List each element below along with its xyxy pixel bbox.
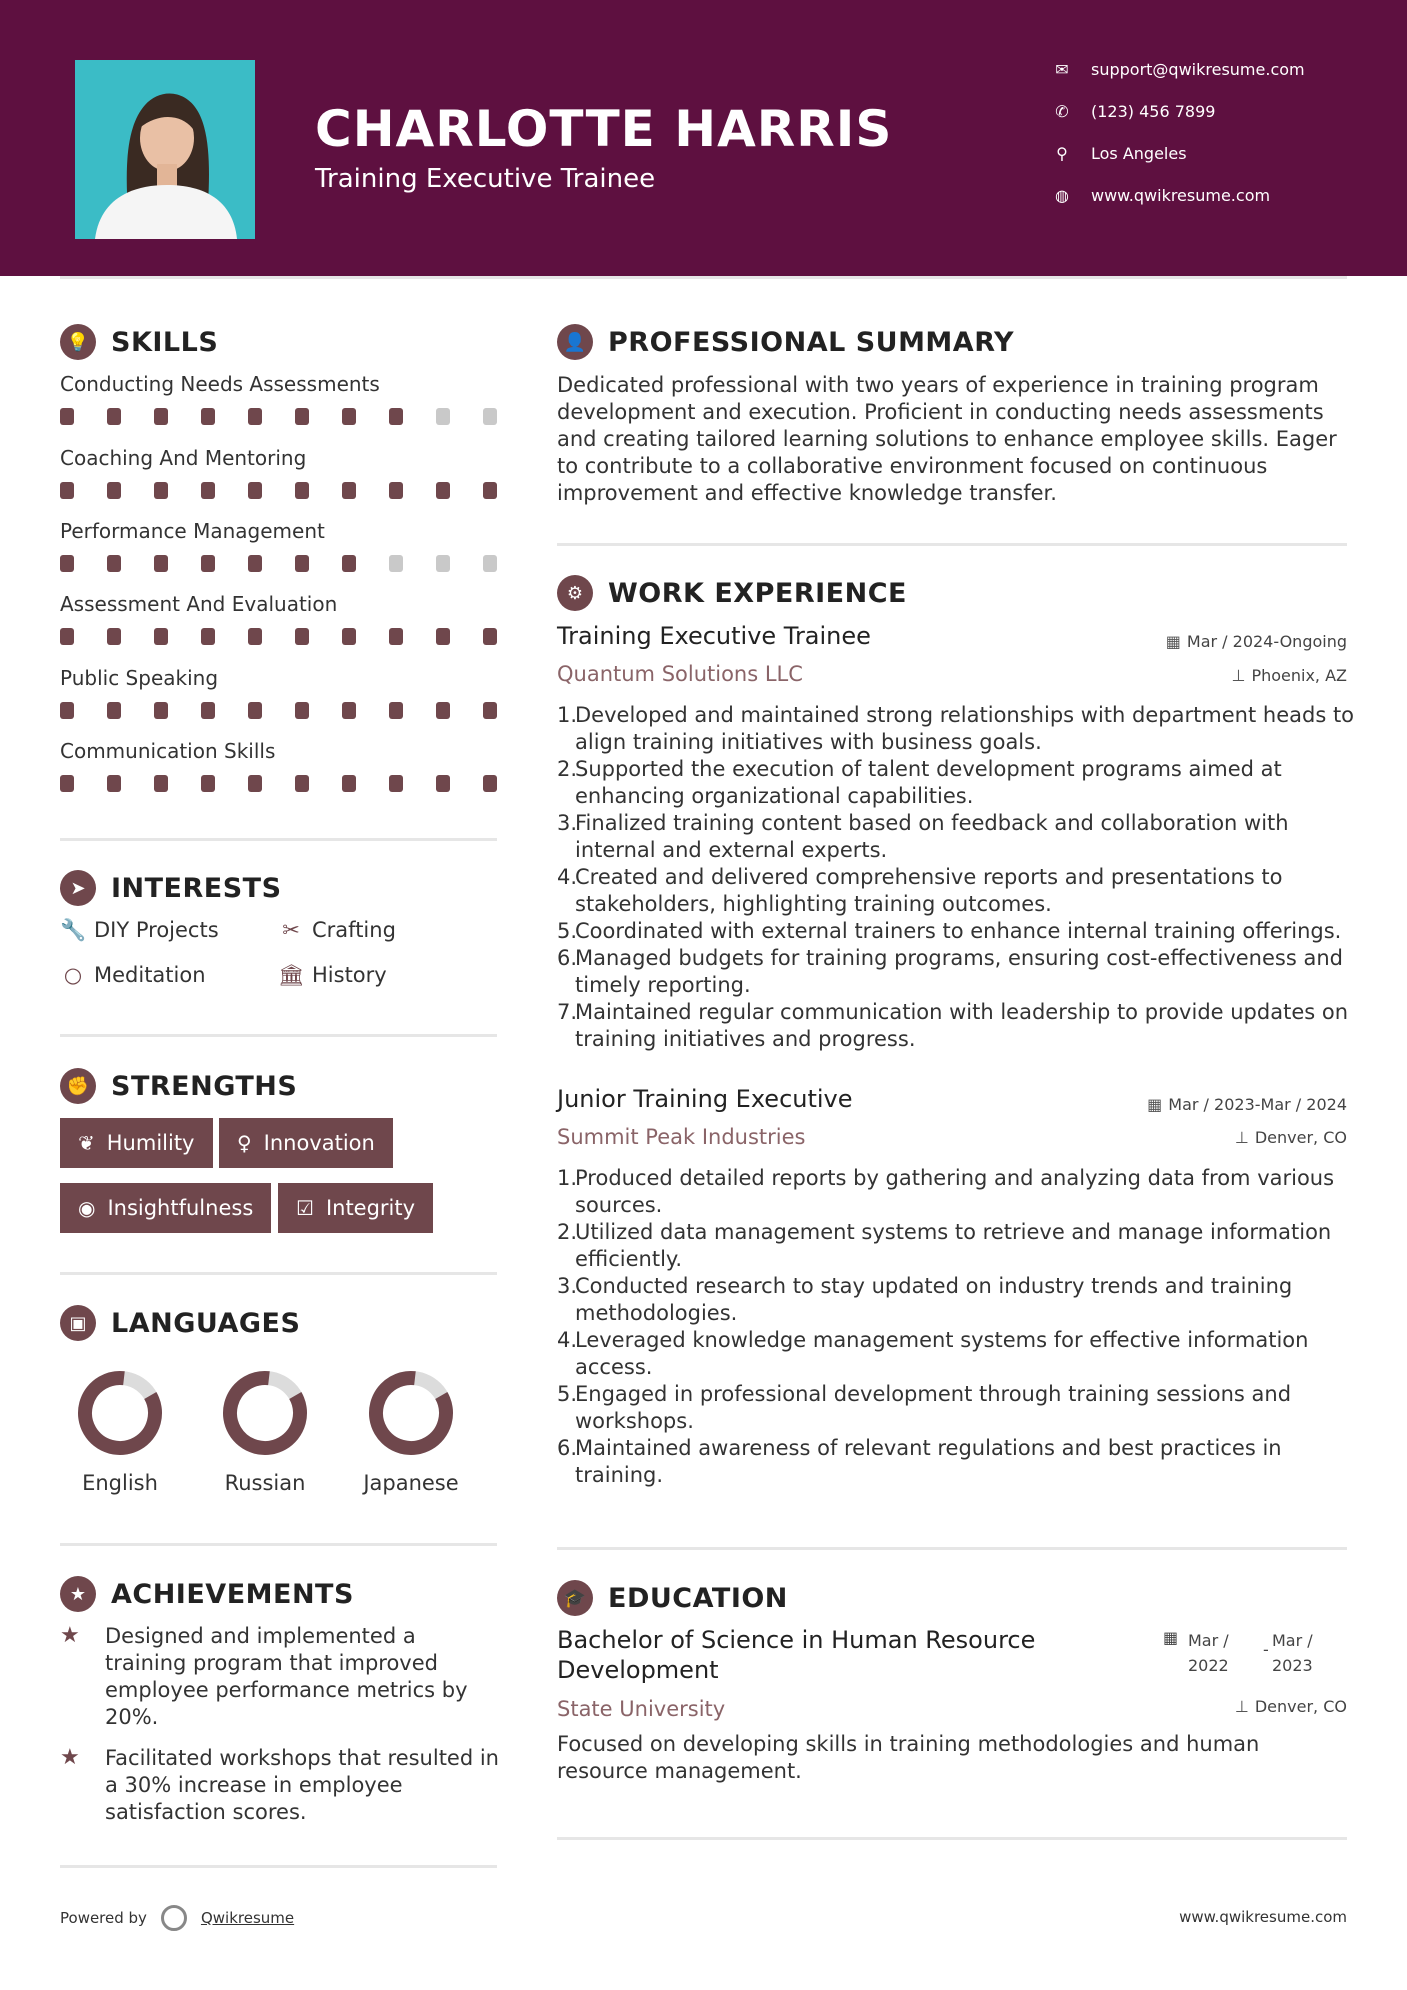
rating-dot-filled [248, 628, 262, 645]
paper-plane-icon: ➤ [60, 870, 96, 906]
contact-location: ⚲ Los Angeles [1053, 144, 1187, 163]
skill-name: Assessment And Evaluation [60, 592, 338, 616]
skill-name: Communication Skills [60, 739, 276, 763]
language-rings [60, 1358, 500, 1468]
bullet-item: Finalized training content based on feedback and collaboration with internal and external experts. [575, 811, 1289, 862]
interest-item: ○ Meditation [60, 963, 206, 987]
strength-tag: ♀ Innovation [219, 1118, 393, 1168]
skill-rating [60, 482, 497, 499]
rating-dot-filled [436, 702, 450, 719]
rating-dot-filled [107, 702, 121, 719]
contact-website[interactable]: ◍ www.qwikresume.com [1053, 186, 1270, 205]
interests-heading: ➤ INTERESTS [60, 870, 282, 906]
job-dates: ▦ Mar / 2023-Mar / 2024 [1147, 1095, 1347, 1114]
museum-icon: 🏛 [278, 963, 305, 987]
bullet-item: Managed budgets for training programs, ensuring cost-effectiveness and timely reporting. [575, 946, 1343, 997]
pushpin-icon: ⊥ [1234, 1697, 1249, 1716]
section-divider [557, 1837, 1347, 1840]
rating-dot-filled [60, 408, 74, 425]
rating-dot-filled [248, 408, 262, 425]
rating-dot-filled [295, 702, 309, 719]
rating-dot-filled [107, 482, 121, 499]
footer-website[interactable]: www.qwikresume.com [1179, 1908, 1347, 1926]
rating-dot-filled [154, 555, 168, 572]
rating-dot-filled [107, 628, 121, 645]
experience-heading: ⚙ WORK EXPERIENCE [557, 575, 907, 611]
section-divider [60, 1865, 497, 1868]
bullet-item: Maintained awareness of relevant regulations and best practices in training. [575, 1436, 1282, 1487]
rating-dot-filled [342, 408, 356, 425]
rating-dot-filled [389, 628, 403, 645]
rating-dot-filled [154, 628, 168, 645]
skill-name: Conducting Needs Assessments [60, 372, 380, 396]
achievements-heading: ★ ACHIEVEMENTS [60, 1576, 354, 1612]
rating-dot-filled [295, 555, 309, 572]
date-separator: - [1263, 1640, 1269, 1659]
leaf-icon: ❦ [78, 1131, 95, 1155]
job-location: ⊥ Phoenix, AZ [1231, 666, 1347, 685]
section-divider [60, 1034, 497, 1037]
job-location: ⊥ Denver, CO [1234, 1128, 1347, 1147]
lightbulb-icon: 💡 [60, 324, 96, 360]
rating-dot-filled [295, 628, 309, 645]
rating-dot-filled [436, 628, 450, 645]
qwikresume-link[interactable]: Qwikresume [200, 1909, 295, 1927]
check-square-icon: ☑ [296, 1196, 314, 1220]
candidate-name: CHARLOTTE HARRIS [315, 100, 893, 158]
education-heading: 🎓 EDUCATION [557, 1580, 788, 1616]
language-label: English [82, 1471, 158, 1495]
rating-dot-filled [389, 482, 403, 499]
pushpin-icon: ⊥ [1234, 1128, 1249, 1147]
envelope-icon: ✉ [1055, 60, 1069, 79]
language-ring [217, 1365, 313, 1461]
skill-rating [60, 555, 497, 572]
education-description: Focused on developing skills in training methodologies and human resource management. [557, 1732, 1260, 1783]
education-location: ⊥ Denver, CO [1234, 1697, 1347, 1716]
company-name: Summit Peak Industries [557, 1125, 806, 1149]
job-bullets [557, 702, 1365, 1053]
rating-dot-filled [483, 628, 497, 645]
school-name: State University [557, 1697, 726, 1721]
job-title: Junior Training Executive [557, 1085, 853, 1113]
language-ring-fill [72, 1365, 168, 1461]
rating-dot-filled [201, 628, 215, 645]
rating-dot-filled [483, 482, 497, 499]
language-label: Japanese [363, 1471, 459, 1495]
rating-dot-filled [389, 408, 403, 425]
lightbulb-icon: ♀ [237, 1131, 252, 1155]
rating-dot-filled [389, 702, 403, 719]
qwikresume-logo-icon [161, 1905, 187, 1931]
bullet-item: Utilized data management systems to retrieve and manage information efficiently. [575, 1220, 1332, 1271]
rating-dot-filled [483, 775, 497, 792]
eye-icon: ◉ [78, 1196, 96, 1220]
rating-dot-empty [436, 408, 450, 425]
skill-name: Public Speaking [60, 666, 219, 690]
skill-rating [60, 702, 497, 719]
bullet-item: Developed and maintained strong relationships with department heads to align training initiatives with business goals. [575, 703, 1355, 754]
calendar-icon: ▦ [1165, 632, 1181, 651]
rating-dot-filled [295, 775, 309, 792]
skill-name: Performance Management [60, 519, 325, 543]
section-divider [60, 1543, 497, 1546]
rating-dot-filled [201, 482, 215, 499]
wrench-icon: 🔧 [60, 918, 87, 942]
bullet-item: Leveraged knowledge management systems for effective information access. [575, 1328, 1309, 1379]
rating-dot-filled [342, 482, 356, 499]
bullet-item: Conducted research to stay updated on industry trends and training methodologies. [575, 1274, 1293, 1325]
scissors-icon: ✂ [282, 918, 300, 942]
rating-dot-filled [295, 408, 309, 425]
rating-dot-filled [342, 702, 356, 719]
rating-dot-filled [154, 775, 168, 792]
bullet-item: Engaged in professional development through training sessions and workshops. [575, 1382, 1292, 1433]
job-dates: ▦ Mar / 2024-Ongoing [1165, 632, 1347, 651]
star-badge-icon: ★ [60, 1576, 96, 1612]
rating-dot-filled [248, 775, 262, 792]
rating-dot-filled [342, 775, 356, 792]
contact-email[interactable]: ✉ support@qwikresume.com [1053, 60, 1305, 79]
pushpin-icon: ⊥ [1231, 666, 1246, 685]
rating-dot-filled [248, 555, 262, 572]
star-icon: ★ [60, 1745, 80, 1770]
summary-text: Dedicated professional with two years of experience in training program development and execution. Proficient in conducting needs assessments and creating tailored learning solutions to enhance employee skills. Eager to contribute to a collaborative environment focused on continuous improvement and effective knowledge transfer. [557, 373, 1337, 505]
rating-dot-filled [201, 702, 215, 719]
language-card-icon: ▣ [60, 1305, 96, 1341]
interest-item: 🔧 DIY Projects [60, 918, 219, 942]
rating-dot-filled [154, 482, 168, 499]
skill-name: Coaching And Mentoring [60, 446, 307, 470]
language-ring-fill [363, 1365, 459, 1461]
rating-dot-empty [436, 555, 450, 572]
section-divider [60, 838, 497, 841]
bullet-item: Maintained regular communication with leadership to provide updates on training initiatives and progress. [575, 1000, 1349, 1051]
rating-dot-filled [201, 775, 215, 792]
skill-rating [60, 628, 497, 645]
resume-header [0, 0, 1407, 276]
bullet-item: Coordinated with external trainers to enhance internal training offerings. [575, 919, 1342, 943]
header-divider [60, 276, 1347, 279]
strength-tag: ☑ Integrity [278, 1183, 433, 1233]
languages-heading: ▣ LANGUAGES [60, 1305, 300, 1341]
language-label: Russian [224, 1471, 306, 1495]
rating-dot-filled [342, 555, 356, 572]
profile-photo [75, 60, 255, 239]
job-title: Training Executive Trainee [557, 622, 871, 650]
rating-dot-filled [107, 408, 121, 425]
rating-dot-filled [201, 555, 215, 572]
section-divider [60, 1272, 497, 1275]
language-ring-fill [217, 1365, 313, 1461]
degree-title: Bachelor of Science in Human Resource Development [557, 1626, 1036, 1684]
section-divider [557, 543, 1347, 546]
strengths-heading: ✊ STRENGTHS [60, 1068, 297, 1104]
language-ring [72, 1365, 168, 1461]
bullet-item: Created and delivered comprehensive reports and presentations to stakeholders, highlighting training outcomes. [575, 865, 1283, 916]
office-chair-icon: ⚙ [557, 575, 593, 611]
footer-powered-by: Powered by Qwikresume [60, 1905, 294, 1931]
bullet-item: Supported the execution of talent development programs aimed at enhancing organizational capabilities. [575, 757, 1282, 808]
circle-icon: ○ [63, 963, 83, 987]
achievement-item: ★ Designed and implemented a training program that improved employee performance metrics by 20%. [60, 1623, 468, 1729]
globe-icon: ◍ [1055, 186, 1069, 205]
rating-dot-filled [154, 702, 168, 719]
candidate-title: Training Executive Trainee [315, 164, 656, 194]
skills-heading: 💡 SKILLS [60, 324, 218, 360]
skill-rating [60, 408, 497, 425]
bullet-item: Produced detailed reports by gathering and analyzing data from various sources. [575, 1166, 1335, 1217]
rating-dot-empty [483, 555, 497, 572]
education-start-date: Mar / 2022 [1188, 1631, 1229, 1675]
rating-dot-filled [154, 408, 168, 425]
calendar-icon: ▦ [1147, 1095, 1163, 1114]
rating-dot-empty [389, 555, 403, 572]
company-name: Quantum Solutions LLC [557, 662, 803, 686]
strength-tag: ◉ Insightfulness [60, 1183, 271, 1233]
rating-dot-filled [60, 775, 74, 792]
rating-dot-filled [389, 775, 403, 792]
rating-dot-filled [436, 482, 450, 499]
location-pin-icon: ⚲ [1056, 144, 1068, 163]
achievement-item: ★ Facilitated workshops that resulted in a 30% increase in employee satisfaction scores. [60, 1745, 499, 1824]
skill-rating [60, 775, 497, 792]
rating-dot-empty [483, 408, 497, 425]
interest-item: ✂ Crafting [278, 918, 396, 942]
education-end-date: Mar / 2023 [1272, 1631, 1313, 1675]
graduate-icon: 🎓 [557, 1580, 593, 1616]
language-ring [363, 1365, 459, 1461]
star-icon: ★ [60, 1623, 80, 1648]
summary-heading: 👤 PROFESSIONAL SUMMARY [557, 324, 1014, 360]
rating-dot-filled [201, 408, 215, 425]
rating-dot-filled [107, 775, 121, 792]
job-bullets [557, 1165, 1365, 1489]
calendar-icon: ▦ [1163, 1628, 1179, 1647]
user-icon: 👤 [557, 324, 593, 360]
rating-dot-filled [342, 628, 356, 645]
interest-item: 🏛 History [278, 963, 387, 987]
rating-dot-filled [107, 555, 121, 572]
section-divider [557, 1547, 1347, 1550]
rating-dot-filled [483, 702, 497, 719]
rating-dot-filled [295, 482, 309, 499]
raised-fist-icon: ✊ [60, 1068, 96, 1104]
phone-icon: ✆ [1055, 102, 1069, 121]
rating-dot-filled [60, 555, 74, 572]
rating-dot-filled [436, 775, 450, 792]
rating-dot-filled [60, 702, 74, 719]
rating-dot-filled [248, 482, 262, 499]
strength-tag: ❦ Humility [60, 1118, 213, 1168]
rating-dot-filled [60, 482, 74, 499]
contact-phone[interactable]: ✆ (123) 456 7899 [1053, 102, 1215, 121]
rating-dot-filled [60, 628, 74, 645]
rating-dot-filled [248, 702, 262, 719]
